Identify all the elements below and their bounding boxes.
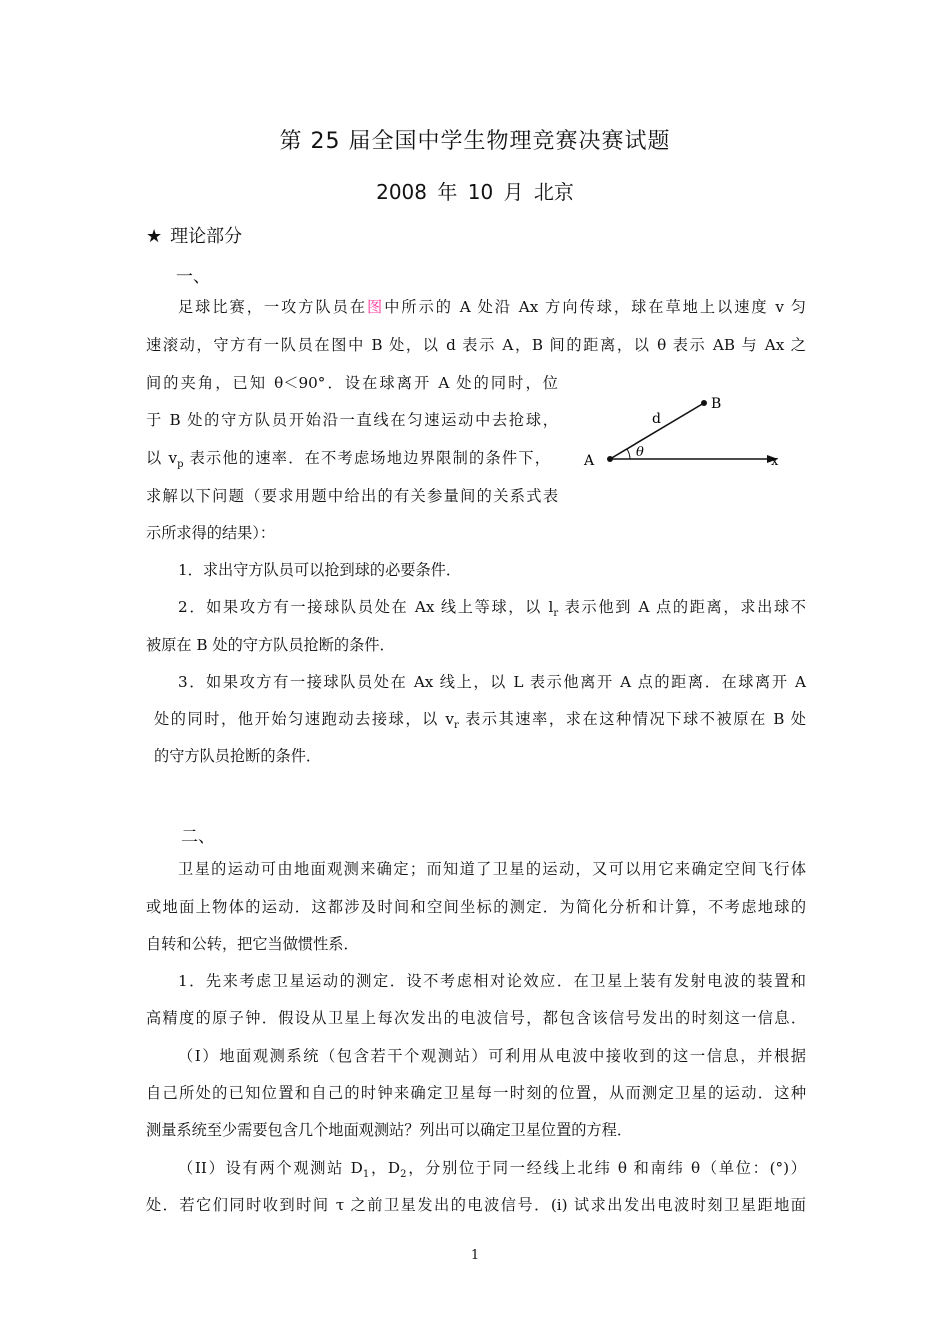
geometry-figure (575, 385, 790, 480)
p2-line-6 (178, 1046, 806, 1066)
text-run: （I）地面观测系统（包含若干个观测站）可利用从电波中接收到的这一信息，并根据 (178, 1047, 806, 1065)
p1-line-4 (146, 410, 558, 430)
subscript: r (453, 720, 459, 732)
p2-line-9 (178, 1158, 806, 1185)
text-run: （II）设有两个观测站 D (178, 1159, 363, 1177)
figure-link[interactable]: 图 (367, 298, 385, 316)
text-run: 表示他到 A 点的距离，求出球不 (558, 598, 806, 616)
page-subtitle: 2008 年 10 月 北京 (376, 180, 574, 204)
text-run: 表示他的速率．在不考虑场地边界限制的条件下， (183, 449, 550, 467)
text-run: 速滚动，守方有一队员在图中 B 处，以 d 表示 A，B 间的距离，以 θ 表示 AB 与 Ax 之 (146, 336, 806, 354)
p2-line-3 (146, 934, 359, 954)
text-run: 卫星的运动可由地面观测来确定；而知道了卫星的运动，又可以用它来确定空间飞行体 (178, 860, 806, 878)
text-run: 示所求得的结果）： (146, 524, 276, 542)
subscript: 2 (400, 1169, 407, 1181)
subscript: p (177, 459, 184, 471)
problem-1-number: 一、 (176, 267, 210, 287)
p2-line-1 (178, 859, 806, 879)
p2-line-10 (146, 1195, 806, 1215)
text-run: 自转和公转，把它当做惯性系． (146, 935, 359, 953)
p2-line-7 (146, 1083, 806, 1103)
label-theta: θ (636, 445, 644, 460)
star-icon: ★ (146, 226, 163, 247)
text-run: 3．如果攻方有一接球队员处在 Ax 线上，以 L 表示他离开 A 点的距离．在球离开 A (178, 673, 806, 691)
p1-question-3-cont (154, 709, 806, 736)
text-run: 或地面上物体的运动．这都涉及时间和空间坐标的测定．为简化分析和计算，不考虑地球的 (146, 898, 806, 916)
p1-question-3 (178, 672, 806, 692)
p1-line-2 (146, 335, 806, 355)
text-run: 表示其速率，求在这种情况下球不被原在 B 处 (458, 710, 806, 728)
p1-line-7 (146, 523, 275, 543)
subscript: r (553, 608, 559, 620)
p1-line-1 (178, 297, 806, 317)
p1-line-5 (146, 448, 550, 475)
text-run: 处．若它们同时收到时间 τ 之前卫星发出的电波信号．(i) 试求出发出电波时刻卫星距地面 (146, 1196, 806, 1214)
p2-line-8 (146, 1120, 632, 1140)
p1-question-3-cont2 (154, 746, 321, 766)
p1-question-2-cont (146, 635, 395, 655)
text-run: 2．如果攻方有一接球队员处在 Ax 线上等球，以 l (178, 598, 554, 616)
point-a (607, 456, 613, 462)
label-x: x (771, 454, 779, 469)
text-run: 的守方队员抢断的条件． (154, 747, 322, 765)
text-run: 中所示的 A 处沿 Ax 方向传球，球在草地上以速度 v 匀 (384, 298, 806, 316)
p2-line-5 (146, 1008, 806, 1028)
text-run: 以 v (146, 449, 178, 467)
text-run: 处的同时，他开始匀速跑动去接球，以 v (154, 710, 454, 728)
angle-arc (627, 449, 630, 459)
text-run: 求解以下问题（要求用题中给出的有关参量间的关系式表 (146, 487, 558, 505)
label-d: d (652, 411, 661, 427)
text-run: ，分别位于同一经线上北纬 θ 和南纬 θ（单位：(°)） (406, 1159, 806, 1177)
p1-question-2 (178, 597, 806, 624)
subscript: 1 (362, 1169, 370, 1181)
text-run: 于 B 处的守方队员开始沿一直线在匀速运动中去抢球， (146, 411, 558, 429)
p2-line-4 (178, 971, 806, 991)
p2-line-2 (146, 897, 806, 917)
label-a: A (584, 453, 595, 469)
p1-question-1 (178, 560, 461, 580)
page-number: 1 (470, 1248, 480, 1263)
text-run: 被原在 B 处的守方队员抢断的条件． (146, 636, 395, 654)
text-run: 1．求出守方队员可以抢到球的必要条件． (178, 561, 462, 579)
page-title: 第 25 届全国中学生物理竞赛决赛试题 (279, 129, 671, 154)
label-b: B (711, 396, 722, 412)
text-run: 足球比赛，一攻方队员在 (178, 298, 368, 316)
text-run: 自己所处的已知位置和自己的时钟来确定卫星每一时刻的位置，从而测定卫星的运动．这种 (146, 1084, 806, 1102)
problem-2-number: 二、 (181, 827, 215, 847)
text-run: ，D (369, 1159, 401, 1177)
section-heading-text: 理论部分 (170, 226, 243, 247)
p1-line-6 (146, 486, 558, 506)
text-run: 间的夹角，已知 θ＜90°．设在球离开 A 处的同时，位 (146, 374, 558, 392)
text-run: 1．先来考虑卫星运动的测定．设不考虑相对论效应．在卫星上装有发射电波的装置和 (178, 972, 806, 990)
p1-line-3 (146, 373, 558, 393)
point-b (701, 400, 707, 406)
section-heading (146, 222, 242, 248)
text-run: 测量系统至少需要包含几个地面观测站？列出可以确定卫星位置的方程． (146, 1121, 632, 1139)
text-run: 高精度的原子钟．假设从卫星上每次发出的电波信号，都包含该信号发出的时刻这一信息． (146, 1009, 806, 1027)
